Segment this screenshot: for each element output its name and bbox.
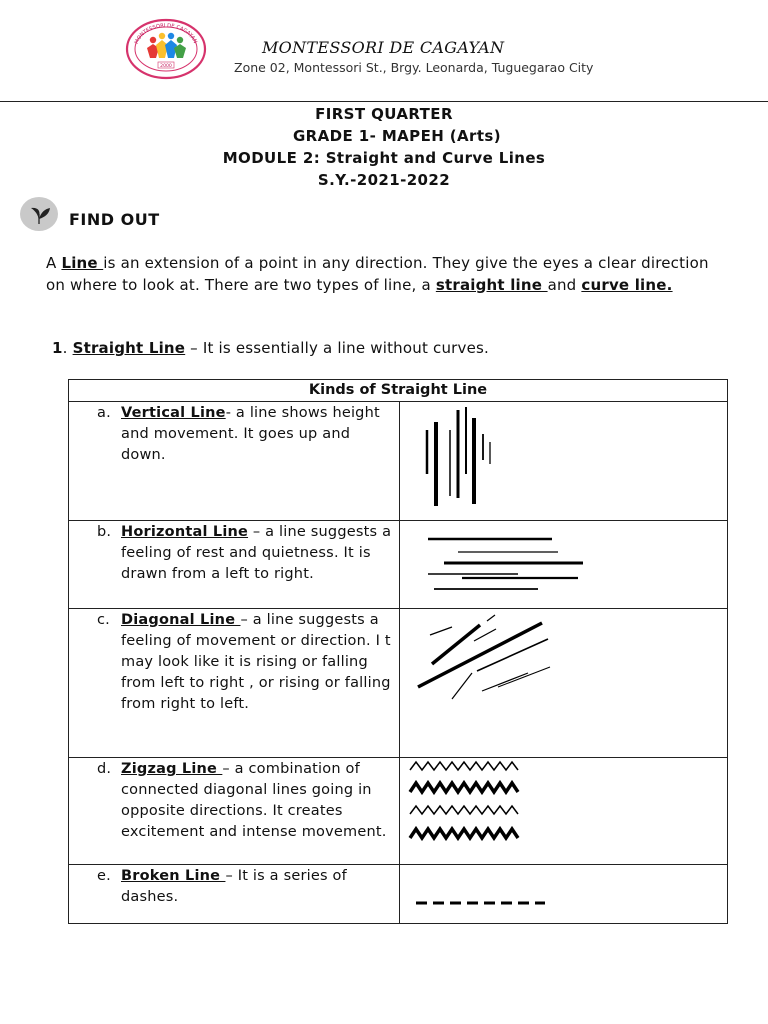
diagonal-lines-image bbox=[400, 609, 728, 757]
straight-line-heading: Straight Line bbox=[72, 339, 186, 357]
straight-line-kinds-table bbox=[68, 379, 728, 924]
table-row bbox=[69, 865, 728, 924]
row-letter: a. bbox=[97, 405, 111, 421]
table-row bbox=[69, 758, 728, 865]
row-desc: – It is a series of dashes. bbox=[121, 868, 347, 905]
intro-text: is an extension of a point in any direction. They give the eyes a clear direction on where to look at. There are two types of line, a bbox=[46, 254, 709, 294]
diagonal-line-term: Diagonal Line bbox=[121, 612, 241, 628]
straight-line-desc: – It is essentially a line without curves. bbox=[185, 339, 490, 357]
svg-text:MONTESSORI DE CAGAYAN: MONTESSORI DE CAGAYAN bbox=[133, 22, 198, 46]
row-letter: b. bbox=[97, 524, 112, 540]
line-term: Line bbox=[61, 254, 104, 272]
table-cell-text bbox=[69, 521, 400, 609]
table-cell-image bbox=[400, 521, 728, 609]
row-desc: – a line suggests a feeling of movement or direction. I t may look like it is rising or falling from left to right , or rising or falling from right to left. bbox=[121, 612, 391, 712]
vertical-line-term: Vertical Line bbox=[121, 405, 226, 421]
school-name: MONTESSORI DE CAGAYAN bbox=[262, 38, 505, 57]
table-cell-image bbox=[400, 865, 728, 924]
school-address: Zone 02, Montessori St., Brgy. Leonarda, Tuguegarao City bbox=[234, 60, 594, 75]
grade-title: GRADE 1- MAPEH (Arts) bbox=[292, 127, 502, 145]
horizontal-line-term: Horizontal Line bbox=[121, 524, 249, 540]
find-out-heading: FIND OUT bbox=[69, 210, 160, 229]
curve-line-term: curve line. bbox=[581, 275, 673, 294]
module-title: MODULE 2: Straight and Curve Lines bbox=[222, 149, 546, 167]
vertical-lines-image bbox=[400, 402, 728, 520]
row-letter: e. bbox=[97, 868, 111, 884]
table-cell-text bbox=[69, 758, 400, 865]
table-cell-text bbox=[69, 865, 400, 924]
row-desc: – a line suggests a feeling of rest and quietness. It is drawn from a left to right. bbox=[121, 524, 392, 582]
row-desc: – a combination of connected diagonal lines going in opposite directions. It creates excitement and intense movement. bbox=[121, 761, 387, 840]
school-year: S.Y.-2021-2022 bbox=[317, 171, 451, 189]
intro-paragraph bbox=[46, 253, 716, 296]
broken-line-image bbox=[400, 865, 728, 923]
item-number: 1 bbox=[52, 339, 63, 357]
straight-line-definition bbox=[52, 338, 489, 360]
intro-text: A bbox=[46, 254, 62, 272]
table-row bbox=[69, 521, 728, 609]
quarter-title: FIRST QUARTER bbox=[315, 105, 453, 123]
row-desc: - a line shows height and movement. It goes up and down. bbox=[121, 405, 380, 463]
broken-line-term: Broken Line bbox=[121, 868, 226, 884]
zigzag-lines-image bbox=[400, 758, 728, 864]
intro-text: and bbox=[547, 275, 582, 294]
table-cell-text bbox=[69, 402, 400, 521]
table-cell-image bbox=[400, 758, 728, 865]
table-row bbox=[69, 402, 728, 521]
leaf-icon bbox=[20, 197, 58, 231]
row-letter: c. bbox=[97, 612, 110, 628]
table-header: Kinds of Straight Line bbox=[69, 380, 728, 402]
table-cell-image bbox=[400, 609, 728, 758]
horizontal-lines-image bbox=[400, 521, 728, 608]
table-cell-image bbox=[400, 402, 728, 521]
header-divider bbox=[0, 101, 768, 102]
row-letter: d. bbox=[97, 761, 112, 777]
table-header-row bbox=[69, 380, 728, 402]
zigzag-line-term: Zigzag Line bbox=[121, 761, 223, 777]
straight-line-term: straight line bbox=[435, 275, 548, 294]
table-cell-text bbox=[69, 609, 400, 758]
school-logo bbox=[125, 18, 207, 80]
number-dot: . bbox=[62, 339, 73, 357]
table-row bbox=[69, 609, 728, 758]
svg-text:2000: 2000 bbox=[160, 64, 172, 69]
